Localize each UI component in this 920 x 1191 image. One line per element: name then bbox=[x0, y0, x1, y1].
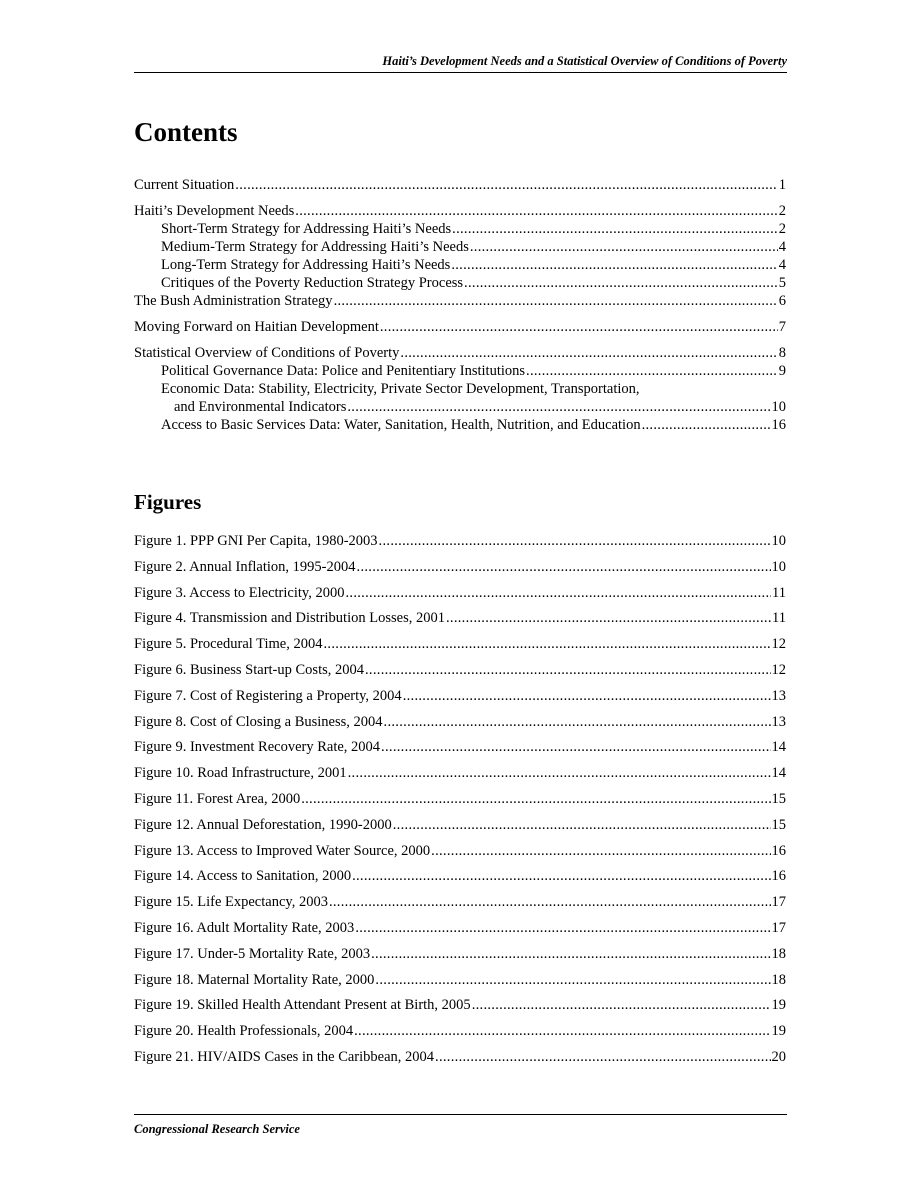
toc-subentry[interactable] bbox=[134, 220, 786, 238]
dot-leader bbox=[431, 842, 770, 860]
figure-entry-page: 19 bbox=[771, 997, 786, 1014]
figure-entry-title: Figure 11. Forest Area, 2000 bbox=[134, 790, 301, 807]
figure-entry[interactable] bbox=[134, 661, 786, 679]
figure-entry-page: 15 bbox=[771, 816, 786, 833]
figure-entry-title: Figure 1. PPP GNI Per Capita, 1980-2003 bbox=[134, 533, 378, 549]
figure-entry[interactable] bbox=[134, 1048, 786, 1066]
toc-entry[interactable] bbox=[134, 318, 786, 336]
figure-entry-page: 16 bbox=[771, 868, 786, 885]
toc-entry-title: Medium-Term Strategy for Addressing Haiti’s Needs bbox=[161, 239, 469, 255]
dot-leader bbox=[451, 256, 777, 274]
toc-entry[interactable] bbox=[134, 176, 786, 194]
toc-subentry[interactable] bbox=[134, 238, 786, 256]
dot-leader bbox=[452, 220, 778, 238]
dot-leader bbox=[470, 238, 778, 256]
toc-subentry[interactable] bbox=[134, 362, 786, 380]
toc-entry-page: 6 bbox=[778, 293, 786, 309]
figure-entry[interactable] bbox=[134, 532, 786, 550]
toc-entry[interactable] bbox=[134, 344, 786, 362]
figure-entry-page: 15 bbox=[771, 790, 786, 807]
figure-entry[interactable] bbox=[134, 867, 786, 885]
toc-entry-title: Moving Forward on Haitian Development bbox=[134, 319, 379, 335]
toc-entry-page: 4 bbox=[778, 239, 786, 255]
dot-leader bbox=[446, 609, 771, 627]
figure-entry-page: 17 bbox=[771, 919, 786, 936]
figure-entry-page: 18 bbox=[771, 945, 786, 962]
dot-leader bbox=[381, 738, 770, 756]
dot-leader bbox=[371, 945, 770, 963]
toc-entry-title: Statistical Overview of Conditions of Poverty bbox=[134, 345, 400, 361]
toc-entry-title: The Bush Administration Strategy bbox=[134, 293, 333, 309]
contents-heading: Contents bbox=[134, 117, 238, 147]
toc-entry-title: Access to Basic Services Data: Water, Sanitation, Health, Nutrition, and Education bbox=[161, 417, 641, 433]
figure-entry-title: Figure 8. Cost of Closing a Business, 2004 bbox=[134, 713, 383, 730]
figure-entry-title: Figure 9. Investment Recovery Rate, 2004 bbox=[134, 739, 381, 756]
figures-heading: Figures bbox=[134, 490, 202, 514]
figure-entry-title: Figure 2. Annual Inflation, 1995-2004 bbox=[134, 558, 356, 575]
dot-leader bbox=[324, 635, 771, 653]
figure-entry-page: 14 bbox=[771, 765, 786, 782]
dot-leader bbox=[393, 816, 771, 834]
figure-entry[interactable] bbox=[134, 558, 786, 576]
figure-entry-title: Figure 14. Access to Sanitation, 2000 bbox=[134, 868, 352, 885]
dot-leader bbox=[354, 1022, 770, 1040]
figure-entry[interactable] bbox=[134, 584, 786, 602]
figure-entry-page: 11 bbox=[772, 610, 786, 627]
figure-entry[interactable] bbox=[134, 842, 786, 860]
figure-entry-title: Figure 18. Maternal Mortality Rate, 2000 bbox=[134, 971, 375, 988]
figure-entry-page: 10 bbox=[771, 533, 786, 549]
dot-leader bbox=[334, 292, 778, 310]
toc-entry-title-line2: and Environmental Indicators bbox=[174, 399, 347, 415]
figure-entry-page: 16 bbox=[771, 842, 786, 859]
toc-subentry[interactable] bbox=[134, 380, 786, 416]
dot-leader bbox=[357, 558, 771, 576]
toc-entry[interactable] bbox=[134, 202, 786, 220]
figure-entry-title: Figure 5. Procedural Time, 2004 bbox=[134, 636, 323, 653]
figure-entry[interactable] bbox=[134, 1022, 786, 1040]
toc-entry-title: Political Governance Data: Police and Penitentiary Institutions bbox=[161, 363, 526, 379]
dot-leader bbox=[375, 971, 770, 989]
figure-entry-title: Figure 15. Life Expectancy, 2003 bbox=[134, 894, 328, 911]
toc-entry-page: 9 bbox=[778, 363, 786, 379]
figure-entry-page: 13 bbox=[771, 687, 786, 704]
toc-entry-page: 7 bbox=[778, 319, 786, 335]
dot-leader bbox=[403, 687, 771, 705]
dot-leader bbox=[384, 713, 771, 731]
figure-entry-title: Figure 12. Annual Deforestation, 1990-2000 bbox=[134, 816, 392, 833]
dot-leader bbox=[347, 398, 770, 416]
figure-entry-page: 12 bbox=[771, 661, 786, 678]
toc-entry[interactable] bbox=[134, 292, 786, 310]
running-header: Haiti’s Development Needs and a Statistical Overview of Conditions of Poverty bbox=[134, 54, 787, 73]
toc-entry-page: 10 bbox=[771, 399, 786, 415]
figure-entry[interactable] bbox=[134, 713, 786, 731]
figure-entry-title: Figure 7. Cost of Registering a Property, 2004 bbox=[134, 687, 402, 704]
figure-entry-page: 18 bbox=[771, 971, 786, 988]
figure-entry[interactable] bbox=[134, 635, 786, 653]
dot-leader bbox=[400, 344, 777, 362]
dot-leader bbox=[352, 867, 770, 885]
toc-subentry[interactable] bbox=[134, 416, 786, 434]
figure-entry[interactable] bbox=[134, 738, 786, 756]
figure-entry[interactable] bbox=[134, 971, 786, 989]
figure-entry-title: Figure 21. HIV/AIDS Cases in the Caribbean, 2004 bbox=[134, 1048, 435, 1065]
dot-leader bbox=[380, 318, 778, 336]
figure-entry[interactable] bbox=[134, 764, 786, 782]
toc-entry-page: 2 bbox=[778, 221, 786, 237]
contents-list bbox=[134, 176, 786, 434]
toc-entry-page: 5 bbox=[778, 275, 786, 291]
dot-leader bbox=[472, 996, 771, 1014]
dot-leader bbox=[365, 661, 771, 679]
toc-entry-page: 8 bbox=[778, 345, 786, 361]
toc-entry-title: Haiti’s Development Needs bbox=[134, 203, 295, 219]
figure-entry[interactable] bbox=[134, 919, 786, 937]
figure-entry-title: Figure 6. Business Start-up Costs, 2004 bbox=[134, 661, 364, 678]
figures-list bbox=[134, 532, 786, 1074]
figure-entry-page: 20 bbox=[771, 1048, 786, 1065]
toc-entry-page: 4 bbox=[778, 257, 786, 273]
figure-entry[interactable] bbox=[134, 893, 786, 911]
dot-leader bbox=[301, 790, 770, 808]
dot-leader bbox=[355, 919, 770, 937]
toc-entry-title-line1: Economic Data: Stability, Electricity, Private Sector Development, Transportation, bbox=[161, 381, 640, 397]
figure-entry-title: Figure 3. Access to Electricity, 2000 bbox=[134, 584, 345, 601]
figure-entry-title: Figure 19. Skilled Health Attendant Present at Birth, 2005 bbox=[134, 997, 471, 1014]
dot-leader bbox=[329, 893, 771, 911]
figure-entry-page: 10 bbox=[771, 558, 786, 575]
figure-entry[interactable] bbox=[134, 816, 786, 834]
toc-entry-page: 1 bbox=[778, 177, 786, 193]
figure-entry-page: 12 bbox=[771, 636, 786, 653]
figure-entry-page: 14 bbox=[771, 739, 786, 756]
dot-leader bbox=[464, 274, 778, 292]
figure-entry-page: 13 bbox=[771, 713, 786, 730]
toc-subentry[interactable] bbox=[134, 256, 786, 274]
figure-entry[interactable] bbox=[134, 996, 786, 1014]
toc-entry-title: Current Situation bbox=[134, 177, 235, 193]
figure-entry-page: 17 bbox=[771, 894, 786, 911]
figure-entry[interactable] bbox=[134, 945, 786, 963]
figure-entry-title: Figure 13. Access to Improved Water Source, 2000 bbox=[134, 842, 431, 859]
toc-entry-title: Short-Term Strategy for Addressing Haiti’s Needs bbox=[161, 221, 452, 237]
figure-entry-title: Figure 16. Adult Mortality Rate, 2003 bbox=[134, 919, 355, 936]
toc-entry-title: Critiques of the Poverty Reduction Strategy Process bbox=[161, 275, 464, 291]
figure-entry-title: Figure 17. Under-5 Mortality Rate, 2003 bbox=[134, 945, 371, 962]
dot-leader bbox=[348, 764, 771, 782]
dot-leader bbox=[295, 202, 777, 220]
figure-entry-page: 11 bbox=[772, 584, 786, 601]
figure-entry-page: 19 bbox=[771, 1023, 786, 1040]
toc-entry-page: 2 bbox=[778, 203, 786, 219]
figure-entry-title: Figure 20. Health Professionals, 2004 bbox=[134, 1023, 354, 1040]
figure-entry-title: Figure 10. Road Infrastructure, 2001 bbox=[134, 765, 347, 782]
dot-leader bbox=[435, 1048, 770, 1066]
dot-leader bbox=[526, 362, 778, 380]
toc-subentry[interactable] bbox=[134, 274, 786, 292]
dot-leader bbox=[379, 532, 771, 550]
toc-entry-page: 16 bbox=[771, 417, 786, 433]
toc-entry-title: Long-Term Strategy for Addressing Haiti’s Needs bbox=[161, 257, 451, 273]
figure-entry[interactable] bbox=[134, 609, 786, 627]
figure-entry-title: Figure 4. Transmission and Distribution Losses, 2001 bbox=[134, 610, 445, 627]
page-footer: Congressional Research Service bbox=[134, 1114, 787, 1137]
dot-leader bbox=[642, 416, 771, 434]
dot-leader bbox=[235, 176, 777, 194]
figure-entry[interactable] bbox=[134, 790, 786, 808]
figure-entry[interactable] bbox=[134, 687, 786, 705]
dot-leader bbox=[345, 584, 771, 602]
